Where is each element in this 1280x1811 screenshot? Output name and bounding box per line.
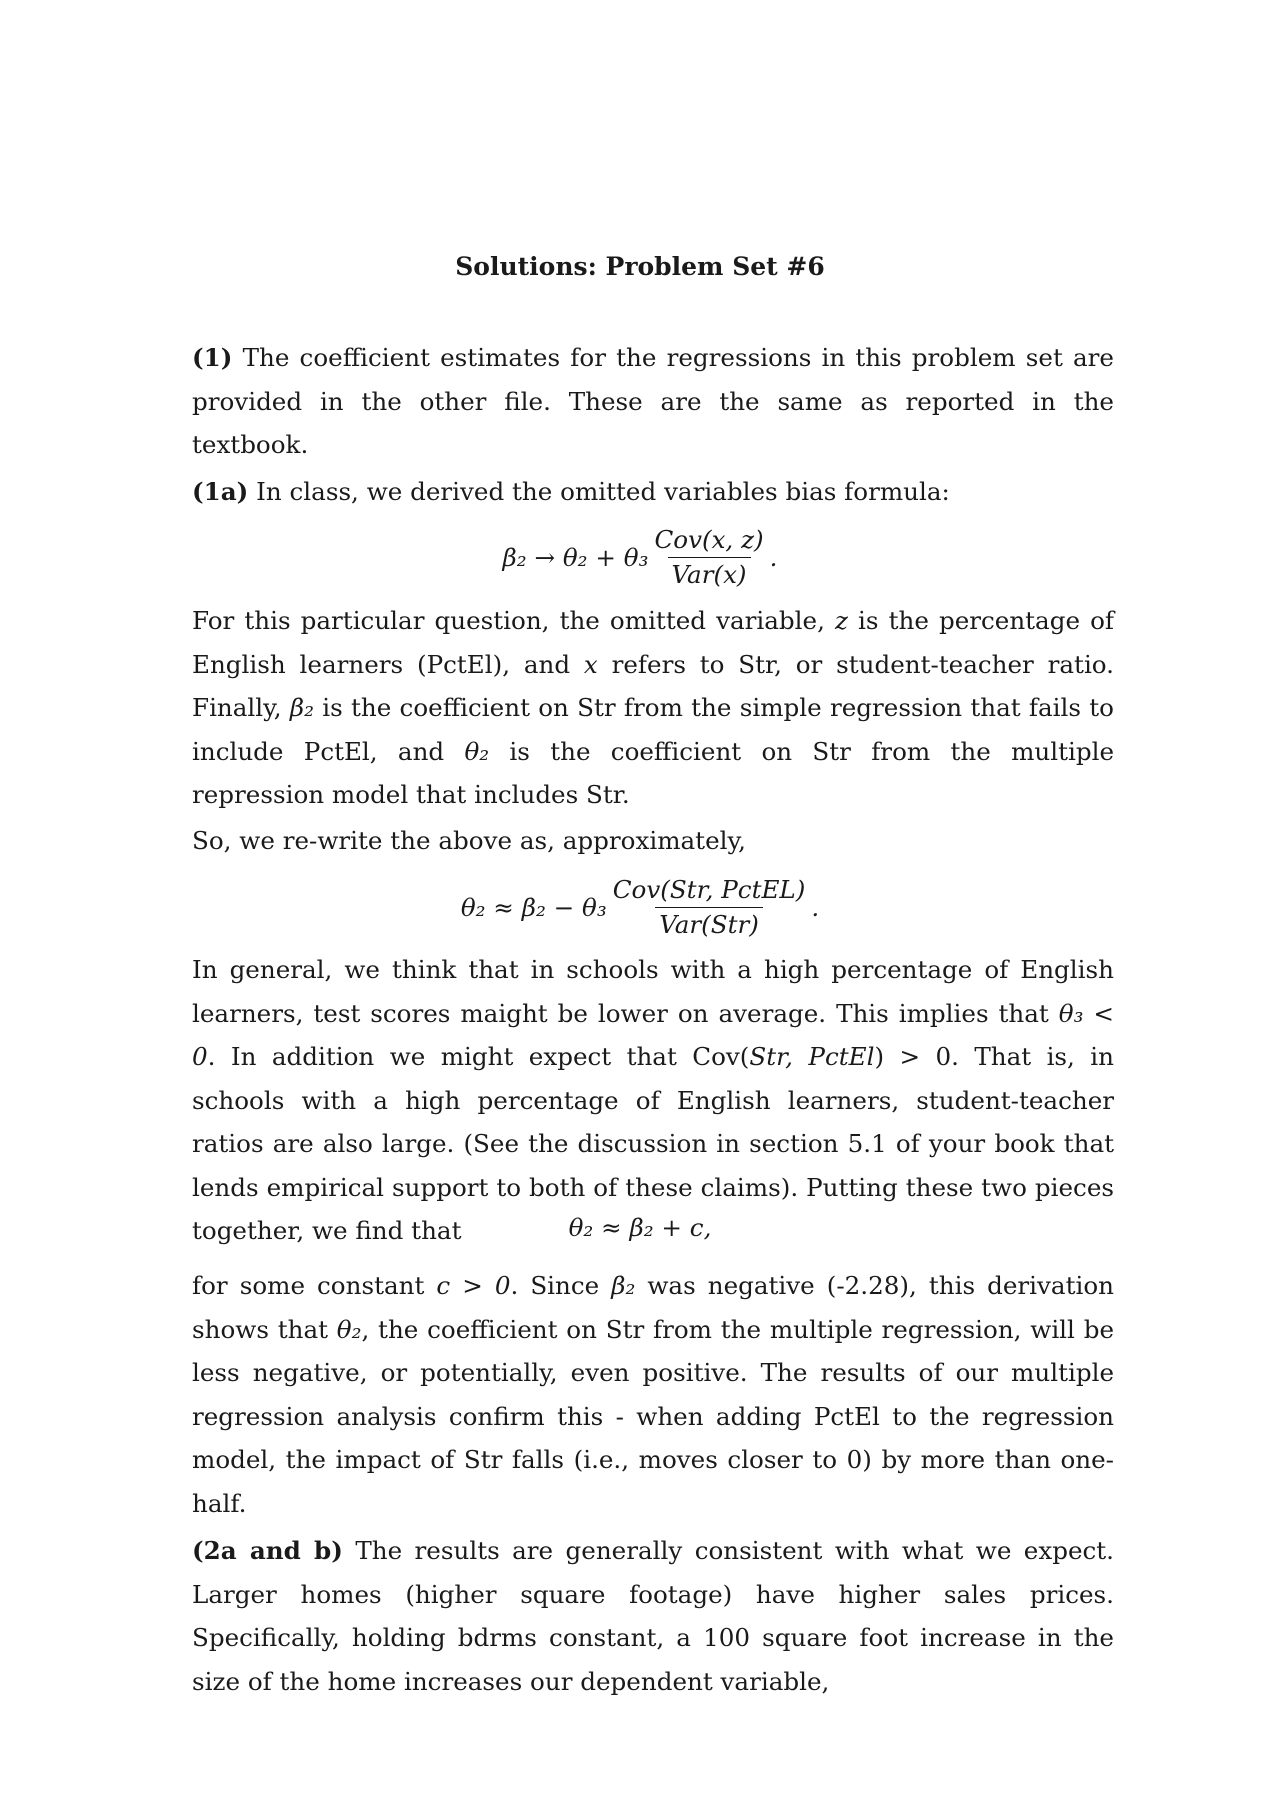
text-run: In general, we think that in schools with a high percentage of English learners, test scores maight be lower on average. This implies that [192,955,1114,1028]
page-title: Solutions: Problem Set #6 [455,252,825,281]
paragraph-text: The coefficient estimates for the regressions in this problem set are provided in the other file. These are the same as reported in the textbook. [192,343,1114,459]
text-run: ) > 0. That is, in schools with a high percentage of English learners, student-teacher ratios are also large. (See the discussion in section 5.1 of your book that lends empirical support to both of these claims). Putting these two pieces together, we find that [192,1042,1114,1245]
fraction-numerator: Cov(x, z) [654,525,764,554]
paragraph-text: The results are generally consistent with what we expect. Larger homes (higher square footage) have higher sales prices. Specifically, holding bdrms constant, a 100 square foot increase in the size of the home increases our dependent variable, [192,1536,1115,1696]
fraction-denominator: Var(Str) [655,907,763,940]
equation-theta2-approx [0,875,1280,940]
equation-lhs: θ₂ ≈ β₂ − θ₃ [460,893,607,922]
paragraph-1 [192,336,1114,467]
paragraph-3: So, we re-write the above as, approximately, [192,826,746,855]
text-run: . In addition we might expect that Cov( [207,1042,750,1071]
equation-fraction [609,875,810,940]
text-run: For this particular question, the omitted variable, [192,606,835,635]
paragraph-5 [192,1264,1114,1525]
equation-theta2-beta2-c: θ₂ ≈ β₂ + c, [568,1213,712,1242]
paragraph-1a [192,470,1114,514]
paragraph-label: (1) [192,343,233,372]
paragraph-2 [192,599,1114,817]
fraction-denominator: Var(x) [668,557,751,590]
equation-fraction [650,525,767,590]
math-str-pctel: Str, PctEl [749,1042,875,1071]
text-run: was negative (-2.28), this derivation shows that [192,1271,1114,1344]
equation-lhs: β₂ → θ₂ + θ₃ [502,543,649,572]
paragraph-4 [192,948,1114,1253]
math-c-positive: c > 0 [436,1271,511,1300]
text-run: , the coefficient on Str from the multiple regression, will be less negative, or potentially, even positive. The results of our multiple regression analysis confirm this - when adding PctEl to the regression model, the impact of Str falls (i.e., moves closer to 0) by more than one-half. [192,1314,1114,1518]
text-run: . Since [510,1271,612,1300]
fraction-numerator: Cov(Str, PctEL) [612,875,806,904]
math-var-x: x [583,649,598,679]
equation-omitted-variable-bias [0,525,1280,590]
math-var-z: z [834,606,848,635]
equation-period: . [811,893,820,922]
text-run: refers to Str, or student-teacher ratio. Finally, [192,649,1115,722]
paragraph-label: (2a and b) [192,1536,343,1565]
text-run: for some constant [192,1271,437,1300]
math-beta2: β₂ [289,693,314,722]
math-theta2: θ₂ [336,1314,362,1344]
text-run: is the coefficient on Str from the multiple repression model that includes Str. [192,736,1115,809]
equation-period: . [769,543,778,572]
paragraph-2ab [192,1529,1114,1703]
math-beta2: β₂ [611,1271,636,1300]
math-theta3-negative: θ₃ < 0 [192,998,1114,1071]
paragraph-text: In class, we derived the omitted variables bias formula: [248,477,950,506]
math-theta2: θ₂ [464,736,490,766]
paragraph-label: (1a) [192,477,249,506]
text-run: is the percentage of English learners (PctEl), and [192,606,1115,679]
text-run: is the coefficient on Str from the simple regression that fails to include PctEl, and [192,693,1114,766]
